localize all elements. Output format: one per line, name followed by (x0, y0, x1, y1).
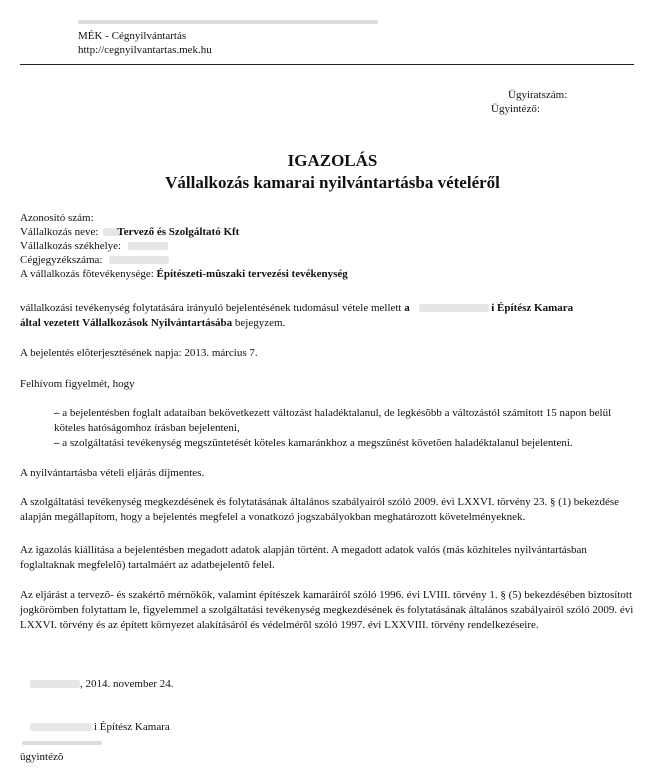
field-regno (20, 254, 169, 267)
field-seat-label: Vállalkozás székhelye: (20, 240, 122, 252)
list-item (54, 436, 634, 451)
footer-date (20, 678, 173, 691)
p1-text: vállalkozási tevékenység folytatására irányuló bejelentésének tudomásul vétele mellett (20, 302, 402, 314)
officer (491, 103, 540, 116)
signature-smudge (22, 741, 102, 745)
paragraph-fee: A nyilvántartásba vételi eljárás díjmentes. (20, 467, 205, 479)
redacted-seat (128, 242, 168, 250)
paragraph-date: A bejelentés elõterjesztésének napja: 2013. március 7. (20, 347, 258, 359)
case-number (508, 89, 567, 102)
bullet2-text: a szolgáltatási tevékenység megszüntetését köteles kamaránkhoz a megszûnést követõen haladéktalanul bejelenteni. (62, 437, 573, 449)
paragraph-notice: Felhívom figyelmét, hogy (20, 378, 135, 390)
footer-chamber (20, 721, 170, 734)
officer-label: Ügyintéző: (491, 103, 540, 115)
footer-chamber-text: i Építész Kamara (94, 721, 170, 733)
list-item (54, 406, 634, 436)
paragraph-legal-basis: A szolgáltatási tevékenység megkezdésének és folytatásának általános szabályairól szóló 2009. évi LXXVI. törvény 23. § (1) bekezdése alapján megállapítom, hogy a bejelentés megfelel a vonatkozó jogszabályokban meghatározott követelményeknek. (20, 496, 619, 523)
redacted-chamber (419, 304, 489, 312)
case-number-label: Ügyiratszám: (508, 89, 568, 101)
footer-role: ügyintézõ (20, 751, 64, 763)
obligation-list (54, 406, 634, 451)
bullet-dash: – (54, 407, 60, 419)
redacted-chamber-footer (30, 723, 92, 731)
header-org: MÉK - Cégnyilvántartás (78, 30, 187, 42)
p1-bold-a: a (404, 302, 410, 314)
bullet1-text: a bejelentésben foglalt adataiban bekövetkezett változást haladéktalanul, de legkésõbb a változástól számított 15 napon belül köteles hatóságomhoz írásban bejelenteni, (54, 407, 612, 434)
redacted-city (30, 680, 80, 688)
field-activity (20, 268, 348, 281)
paragraph-registration (20, 301, 635, 331)
header-smudge (78, 20, 378, 24)
p1-tail: bejegyzem. (234, 317, 286, 329)
field-name (20, 226, 239, 239)
field-regno-label: Cégjegyzékszáma: (20, 254, 103, 266)
field-activity-label: A vállalkozás fõtevékenysége: (20, 268, 154, 280)
paragraph-authority: Az eljárást a tervezõ- és szakértõ mérnökök, valamint építészek kamaráiról szóló 1996. évi LVIII. törvény 1. § (5) bekezdésében biztosított jogkörömben folytattam le, figyelemmel a szolgáltatási tevékenység megkezdésének és folytatásának általános szabályairól szóló 2009. évi LXXVI. törvény és az épített környezet alakításáról és védelmérõl szóló 1997. évi LXXVIII. törvény rendelkezéseire. (20, 589, 634, 631)
paragraph-responsibility: Az igazolás kiállítása a bejelentésben megadott adatok alapján történt. A megadott adatok valós (más közhiteles nyilvántartásban foglaltaknak megfelelõ) tartalmáért az adatbejelentõ felel. (20, 544, 587, 571)
bullet-dash: – (54, 437, 60, 449)
field-id (20, 212, 94, 225)
field-name-label: Vállalkozás neve: (20, 226, 99, 238)
field-name-value: Tervező és Szolgáltató Kft (117, 226, 240, 238)
p1-bold-chamber: i Építész Kamara (491, 302, 574, 314)
field-seat (20, 240, 168, 253)
field-activity-value: Építészeti-mûszaki tervezési tevékenység (156, 268, 348, 280)
document-title: IGAZOLÁS (287, 151, 378, 170)
header-url: http://cegnyilvantartas.mek.hu (78, 44, 212, 56)
field-id-label: Azonosító szám: (20, 212, 94, 224)
header-rule (20, 64, 634, 65)
redacted-regno (109, 256, 169, 264)
footer-date-text: , 2014. november 24. (80, 678, 174, 690)
document-subtitle: Vállalkozás kamarai nyilvántartásba vételéről (165, 173, 500, 192)
p1-bold-register: által vezetett Vállalkozások Nyilvántartásába (20, 317, 233, 329)
